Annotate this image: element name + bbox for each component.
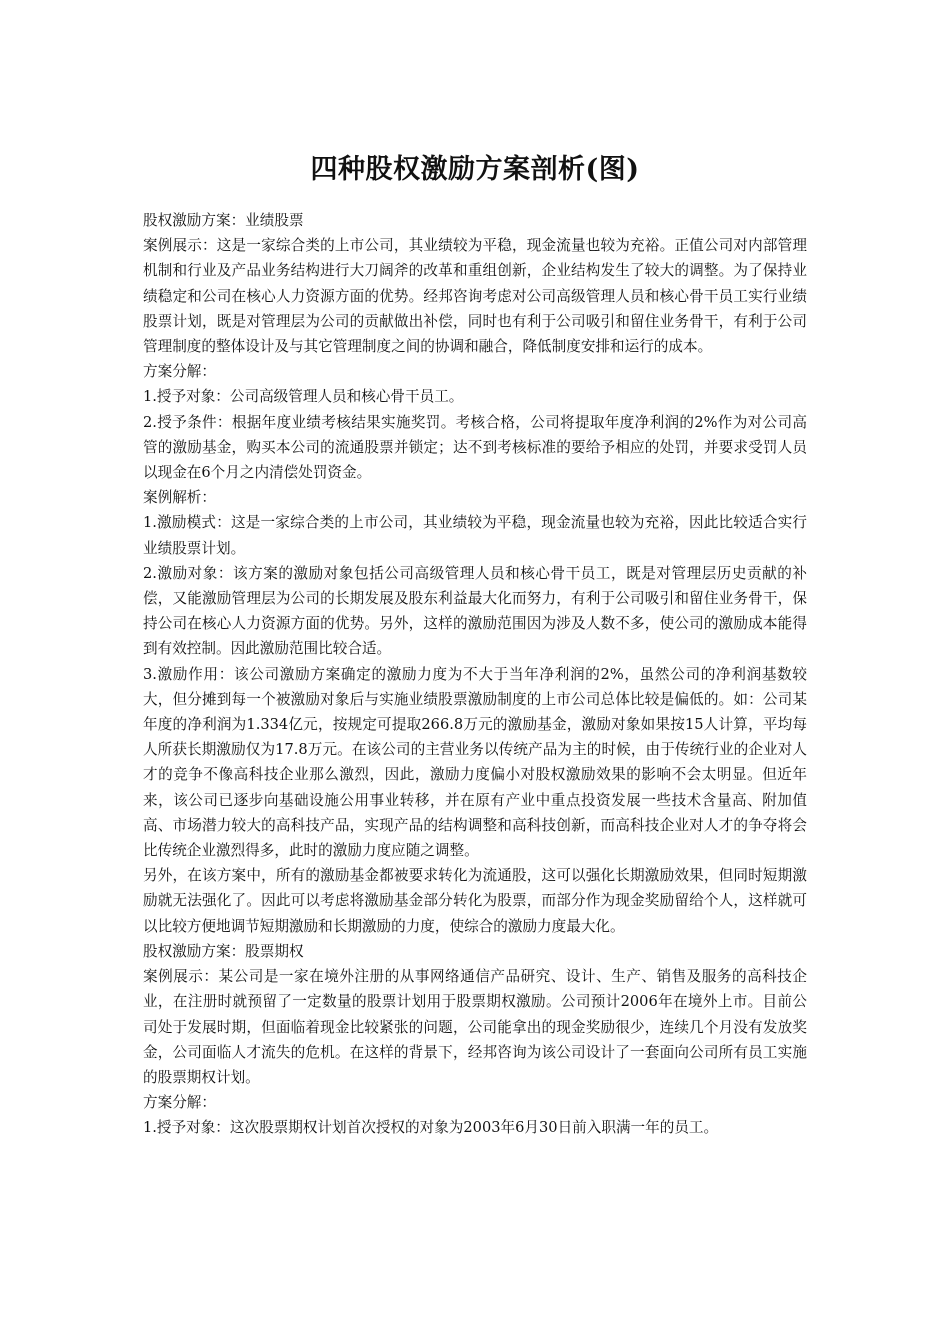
heading-plan-performance-shares: 股权激励方案：业绩股票 [143, 212, 304, 229]
heading-plan-stock-options: 股权激励方案：股票期权 [143, 942, 304, 960]
incentive-effect: 3.激励作用：该公司激励方案确定的激励力度为不大于当年净利润的2%，虽然公司的净利润基数较大，但分摊到每一个被激励对象后与实施业绩股票激励制度的上市公司总体比较是偏低的。如：公司某年度的净利润为1.334亿元，按规定可提取266.8万元的激励基金，激励对象如果按15人计算，平均每人所获长期激励仅为17.8万元。在该公司的主营业务以传统产品为主的时候，由于传统行业的企业对人才的竞争不像高科技企业那么激烈，因此，激励力度偏小对股权激励效果的影响不会太明显。但近年来，该公司已逐步向基础设施公用事业转移，并在原有产业中重点投资发展一些技术含量高、附加值高、市场潜力较大的高科技产品，实现产品的结构调整和高科技创新，而高科技企业对人才的争夺将会比传统企业激烈得多，此时的激励力度应随之调整。 [143, 665, 807, 860]
plan-breakdown-label-2: 方案分解： [143, 1094, 216, 1112]
document-title: 四种股权激励方案剖析(图) [310, 154, 640, 185]
case-display-2: 案例展示：某公司是一家在境外注册的从事网络通信产品研究、设计、生产、销售及服务的高科技企业，在注册时就预留了一定数量的股票计划用于股票期权激励。公司预计2006年在境外上市。目前公司处于发展时期，但面临着现金比较紧张的问题，公司能拿出的现金奖励很少，连续几个月没有发放奖金，公司面临人才流失的危机。在这样的背景下，经邦咨询为该公司设计了一套面向公司所有员工实施的股票期权计划。 [143, 968, 807, 1086]
grant-recipients-1: 1.授予对象：公司高级管理人员和核心骨干员工。 [143, 388, 464, 406]
additional-note: 另外，在该方案中，所有的激励基金都被要求转化为流通股，这可以强化长期激励效果，但同时短期激励就无法强化了。因此可以考虑将激励基金部分转化为股票，而部分作为现金奖励留给个人，这样就可以比较方便地调节短期激励和长期激励的力度，使综合的激励力度最大化。 [143, 867, 807, 935]
plan-breakdown-label-1: 方案分解： [143, 363, 216, 381]
case-analysis-label: 案例解析： [143, 489, 216, 507]
incentive-mode: 1.激励模式：这是一家综合类的上市公司，其业绩较为平稳，现金流量也较为充裕，因此比较适合实行业绩股票计划。 [143, 514, 807, 557]
grant-recipients-2: 1.授予对象：这次股票期权计划首次授权的对象为2003年6月30日前入职满一年的员工。 [143, 1119, 719, 1137]
grant-conditions-1: 2.授予条件：根据年度业绩考核结果实施奖罚。考核合格，公司将提取年度净利润的2%作为对公司高管的激励基金，购买本公司的流通股票并锁定；达不到考核标准的要给予相应的处罚，并要求受罚人员以现金在6个月之内清偿处罚资金。 [143, 413, 807, 482]
document-body [143, 208, 807, 1141]
incentive-targets: 2.激励对象：该方案的激励对象包括公司高级管理人员和核心骨干员工，既是对管理层历史贡献的补偿，又能激励管理层为公司的长期发展及股东利益最大化而努力，有利于公司吸引和留住业务骨干，保持公司在核心人力资源方面的优势。另外，这样的激励范围因为涉及人数不多，使公司的激励成本能得到有效控制。因此激励范围比较合适。 [143, 564, 807, 658]
case-display-1: 案例展示：这是一家综合类的上市公司，其业绩较为平稳，现金流量也较为充裕。正值公司对内部管理机制和行业及产品业务结构进行大刀阔斧的改革和重组创新，企业结构发生了较大的调整。为了保持业绩稳定和公司在核心人力资源方面的优势。经邦咨询考虑对公司高级管理人员和核心骨干员工实行业绩股票计划，既是对管理层为公司的贡献做出补偿，同时也有利于公司吸引和留住业务骨干，有利于公司管理制度的整体设计及与其它管理制度之间的协调和融合，降低制度安排和运行的成本。 [143, 237, 807, 356]
